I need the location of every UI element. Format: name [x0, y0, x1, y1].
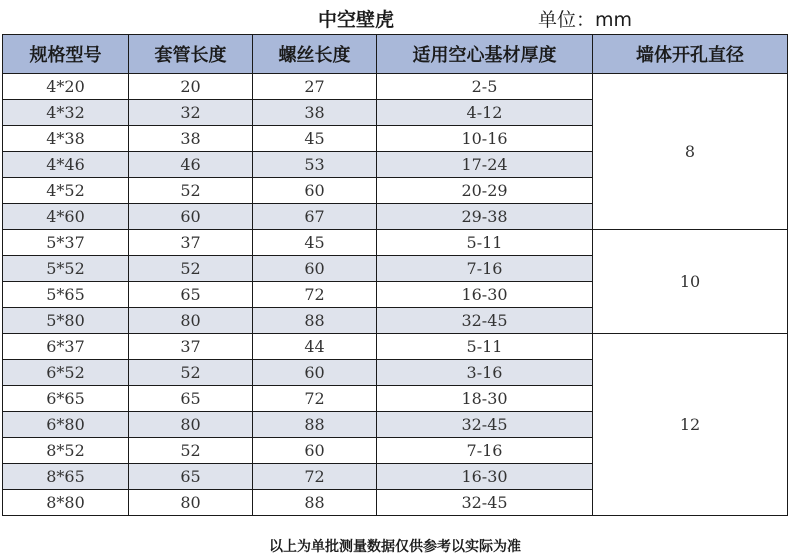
substrate-thickness-cell: 20-29 [377, 178, 593, 204]
spec-cell: 5*37 [3, 230, 129, 256]
spec-cell: 8*65 [3, 464, 129, 490]
screw-length-cell: 60 [253, 178, 377, 204]
hole-diameter-cell: 10 [593, 230, 788, 334]
screw-length-cell: 60 [253, 438, 377, 464]
spec-cell: 6*52 [3, 360, 129, 386]
substrate-thickness-cell: 29-38 [377, 204, 593, 230]
spec-cell: 4*52 [3, 178, 129, 204]
substrate-thickness-cell: 16-30 [377, 464, 593, 490]
sleeve-length-cell: 52 [129, 178, 253, 204]
sleeve-length-cell: 37 [129, 230, 253, 256]
substrate-thickness-cell: 18-30 [377, 386, 593, 412]
column-header-sleeve-length: 套管长度 [129, 35, 253, 74]
screw-length-cell: 38 [253, 100, 377, 126]
substrate-thickness-cell: 5-11 [377, 230, 593, 256]
screw-length-cell: 88 [253, 412, 377, 438]
spec-cell: 5*80 [3, 308, 129, 334]
substrate-thickness-cell: 7-16 [377, 438, 593, 464]
substrate-thickness-cell: 16-30 [377, 282, 593, 308]
screw-length-cell: 44 [253, 334, 377, 360]
column-header-spec: 规格型号 [3, 35, 129, 74]
sleeve-length-cell: 52 [129, 360, 253, 386]
sleeve-length-cell: 60 [129, 204, 253, 230]
table-title: 中空壁虎 [318, 9, 395, 31]
spec-cell: 8*80 [3, 490, 129, 516]
substrate-thickness-cell: 17-24 [377, 152, 593, 178]
sleeve-length-cell: 52 [129, 438, 253, 464]
screw-length-cell: 72 [253, 386, 377, 412]
spec-cell: 4*60 [3, 204, 129, 230]
screw-length-cell: 67 [253, 204, 377, 230]
column-header-substrate-thickness: 适用空心基材厚度 [377, 35, 593, 74]
footer-note: 以上为单批测量数据仅供参考以实际为准 [269, 539, 521, 555]
screw-length-cell: 53 [253, 152, 377, 178]
screw-length-cell: 45 [253, 126, 377, 152]
spec-cell: 6*80 [3, 412, 129, 438]
substrate-thickness-cell: 32-45 [377, 412, 593, 438]
screw-length-cell: 72 [253, 282, 377, 308]
unit-label: 单位：mm [538, 9, 633, 31]
sleeve-length-cell: 65 [129, 464, 253, 490]
spec-cell: 8*52 [3, 438, 129, 464]
sleeve-length-cell: 65 [129, 386, 253, 412]
sleeve-length-cell: 80 [129, 490, 253, 516]
sleeve-length-cell: 80 [129, 308, 253, 334]
sleeve-length-cell: 52 [129, 256, 253, 282]
sleeve-length-cell: 37 [129, 334, 253, 360]
hole-diameter-cell: 12 [593, 334, 788, 516]
sleeve-length-cell: 38 [129, 126, 253, 152]
screw-length-cell: 88 [253, 490, 377, 516]
spec-cell: 4*20 [3, 74, 129, 100]
substrate-thickness-cell: 32-45 [377, 490, 593, 516]
spec-cell: 5*52 [3, 256, 129, 282]
substrate-thickness-cell: 4-12 [377, 100, 593, 126]
sleeve-length-cell: 80 [129, 412, 253, 438]
title-bar [0, 0, 790, 34]
sleeve-length-cell: 20 [129, 74, 253, 100]
hole-diameter-cell: 8 [593, 74, 788, 230]
table-body [3, 74, 788, 516]
spec-cell: 4*32 [3, 100, 129, 126]
substrate-thickness-cell: 3-16 [377, 360, 593, 386]
sleeve-length-cell: 65 [129, 282, 253, 308]
table-row [3, 334, 788, 360]
spec-cell: 4*46 [3, 152, 129, 178]
spec-table [2, 34, 788, 516]
table-row [3, 230, 788, 256]
substrate-thickness-cell: 10-16 [377, 126, 593, 152]
spec-cell: 6*65 [3, 386, 129, 412]
sleeve-length-cell: 46 [129, 152, 253, 178]
table-row [3, 74, 788, 100]
column-header-screw-length: 螺丝长度 [253, 35, 377, 74]
spec-cell: 6*37 [3, 334, 129, 360]
screw-length-cell: 60 [253, 360, 377, 386]
column-header-hole-diameter: 墙体开孔直径 [593, 35, 788, 74]
screw-length-cell: 88 [253, 308, 377, 334]
screw-length-cell: 72 [253, 464, 377, 490]
substrate-thickness-cell: 32-45 [377, 308, 593, 334]
substrate-thickness-cell: 7-16 [377, 256, 593, 282]
substrate-thickness-cell: 5-11 [377, 334, 593, 360]
spec-cell: 4*38 [3, 126, 129, 152]
sleeve-length-cell: 32 [129, 100, 253, 126]
spec-cell: 5*65 [3, 282, 129, 308]
substrate-thickness-cell: 2-5 [377, 74, 593, 100]
screw-length-cell: 45 [253, 230, 377, 256]
screw-length-cell: 60 [253, 256, 377, 282]
header-row [3, 35, 788, 74]
screw-length-cell: 27 [253, 74, 377, 100]
